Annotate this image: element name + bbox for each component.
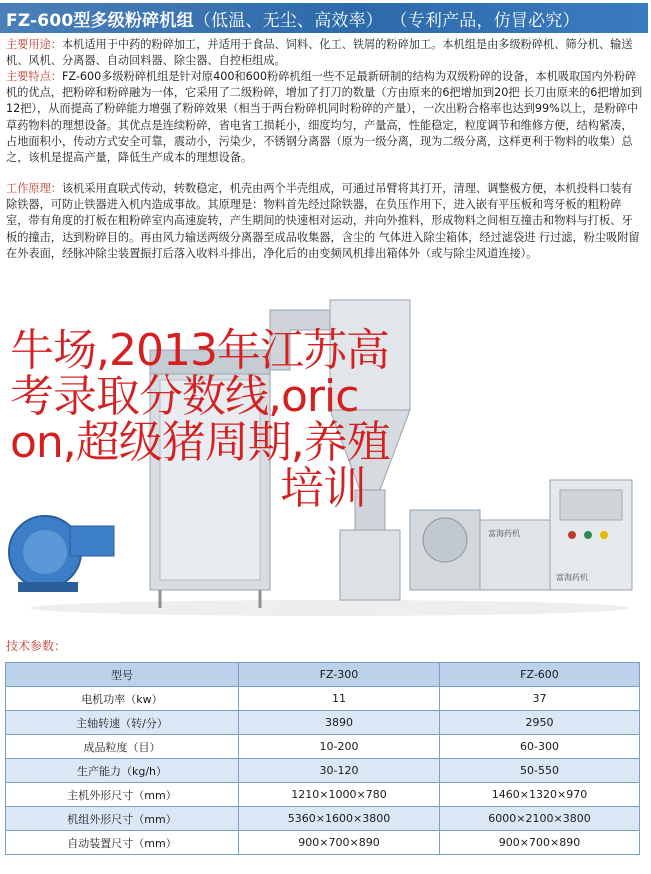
section-label: 主要特点： [6,70,62,83]
table-header-cell: FZ-300 [239,663,440,687]
table-cell: 1210×1000×780 [239,783,440,807]
table-cell: 机组外形尺寸（mm） [6,807,239,831]
page-title [6,6,580,31]
section-principle [6,181,643,262]
table-cell: 60-300 [440,735,640,759]
machine-label-left: 富海药机 [488,529,520,538]
table-cell: 5360×1600×3800 [239,807,440,831]
table-cell: 3890 [239,711,440,735]
overlay-line: 牛场,2013年江苏高 [10,325,389,376]
table-cell: 900×700×890 [440,831,640,855]
overlay-line: on,超级猪周期,养殖 [10,417,390,468]
table-cell: 主轴转速（转/分） [6,711,239,735]
section-text: 该机采用直联式传动，转数稳定，机壳由两个半壳组成，可通过吊臂将其打开，清理、调整极方便，本机投料口装有除铁器，可防止铁器进入机内造成事故。其原理是：物料首先经过除铁器，在负压作用下，进入嵌有平压板和弯牙板的粗粉碎室，带有角度的打板在粗粉碎室内高速旋转，产生期间的快速相对运动，并向外推料，形成物料之间相互撞击和物料与打板、牙板的撞击，达到粉碎目的。再由风力输送两级分离器至成品收集器，含尘的 气体进入除尘箱体，经过滤袋进 行过滤，粉尘吸附留在外表面，经脉冲除尘装置振打后落入收料斗排出，净化后的由变频风机排出箱体外（或与除尘风道连接）。 [6,182,640,260]
title-tagline: （专利产品，仿冒必究） [399,11,580,31]
section-text: FZ-600多级粉碎机组是针对原400和600粉碎机组一些不足最新研制的结构为双级粉碎的设备，本机吸取国内外粉碎机的优点，把粉碎和粉碎融为一体，它采用了二级粉碎，增加了打刀的数量（方由原来的6把增加到20把 长刀由原来的6把增加到12把），从而提高了粉碎能力增强了粉碎效果（相当于两台粉碎机同时粉碎的产量），一次出粉合格率也达到99%以上，是粉碎中草药物料的理想设备。其优点是连续粉碎，省电省工损耗小，细度均匀，产量高，性能稳定，粒度调节和维修方便，结构紧凑，占地面积小，传动方式安全可靠，震动小，污染少，不锈钢分离器（原为一级分离，现为二级分离，这样更利于物料的收集）总之，该机是提高产量，降低生产成本的理想设备。 [6,70,643,165]
table-cell: 37 [440,687,640,711]
table-cell: 6000×2100×3800 [440,807,640,831]
table-row [6,831,640,855]
table-cell: 30-120 [239,759,440,783]
table-row [6,759,640,783]
table-cell: 11 [239,687,440,711]
table-cell: 电机功率（kw） [6,687,239,711]
table-row [6,735,640,759]
machine-label-right: 富海药机 [556,573,588,582]
title-bar [0,0,651,34]
title-subtitle: （低温、无尘、高效率） [193,11,383,31]
table-cell: 自动装置尺寸（mm） [6,831,239,855]
table-cell: 主机外形尺寸（mm） [6,783,239,807]
table-header-row [6,663,640,687]
table-cell: 1460×1320×970 [440,783,640,807]
section-uses [6,37,643,69]
section-label: 主要用途： [6,38,62,51]
section-features [6,69,643,166]
table-header-cell: FZ-600 [440,663,640,687]
table-row [6,783,640,807]
tech-section-label: 技术参数： [6,639,67,653]
crusher-unit [410,510,550,590]
table-cell: 生产能力（kg/h） [6,759,239,783]
overlay-line: 考录取分数线,oric [10,371,359,422]
blower-fan [9,516,114,592]
table-row [6,807,640,831]
section-label: 工作原理： [6,182,62,195]
table-row [6,687,640,711]
table-cell: 900×700×890 [239,831,440,855]
overlay-line: 培训 [280,463,366,514]
overlay-headline [10,325,570,514]
table-cell: 成品粒度（目） [6,735,239,759]
table-cell: 10-200 [239,735,440,759]
table-header-cell: 型号 [6,663,239,687]
title-main: FZ-600型多级粉碎机组 [6,11,194,31]
section-text: 本机适用于中药的粉碎加工，并适用于食品、饲料、化工、铁屑的粉碎加工。本机组是由多级粉碎机、筛分机、输送机、风机、分离器、自动回料器、除尘器、自控柜组成。 [6,38,633,68]
spec-table [5,662,640,855]
table-row [6,711,640,735]
table-cell: 2950 [440,711,640,735]
table-cell: 50-550 [440,759,640,783]
